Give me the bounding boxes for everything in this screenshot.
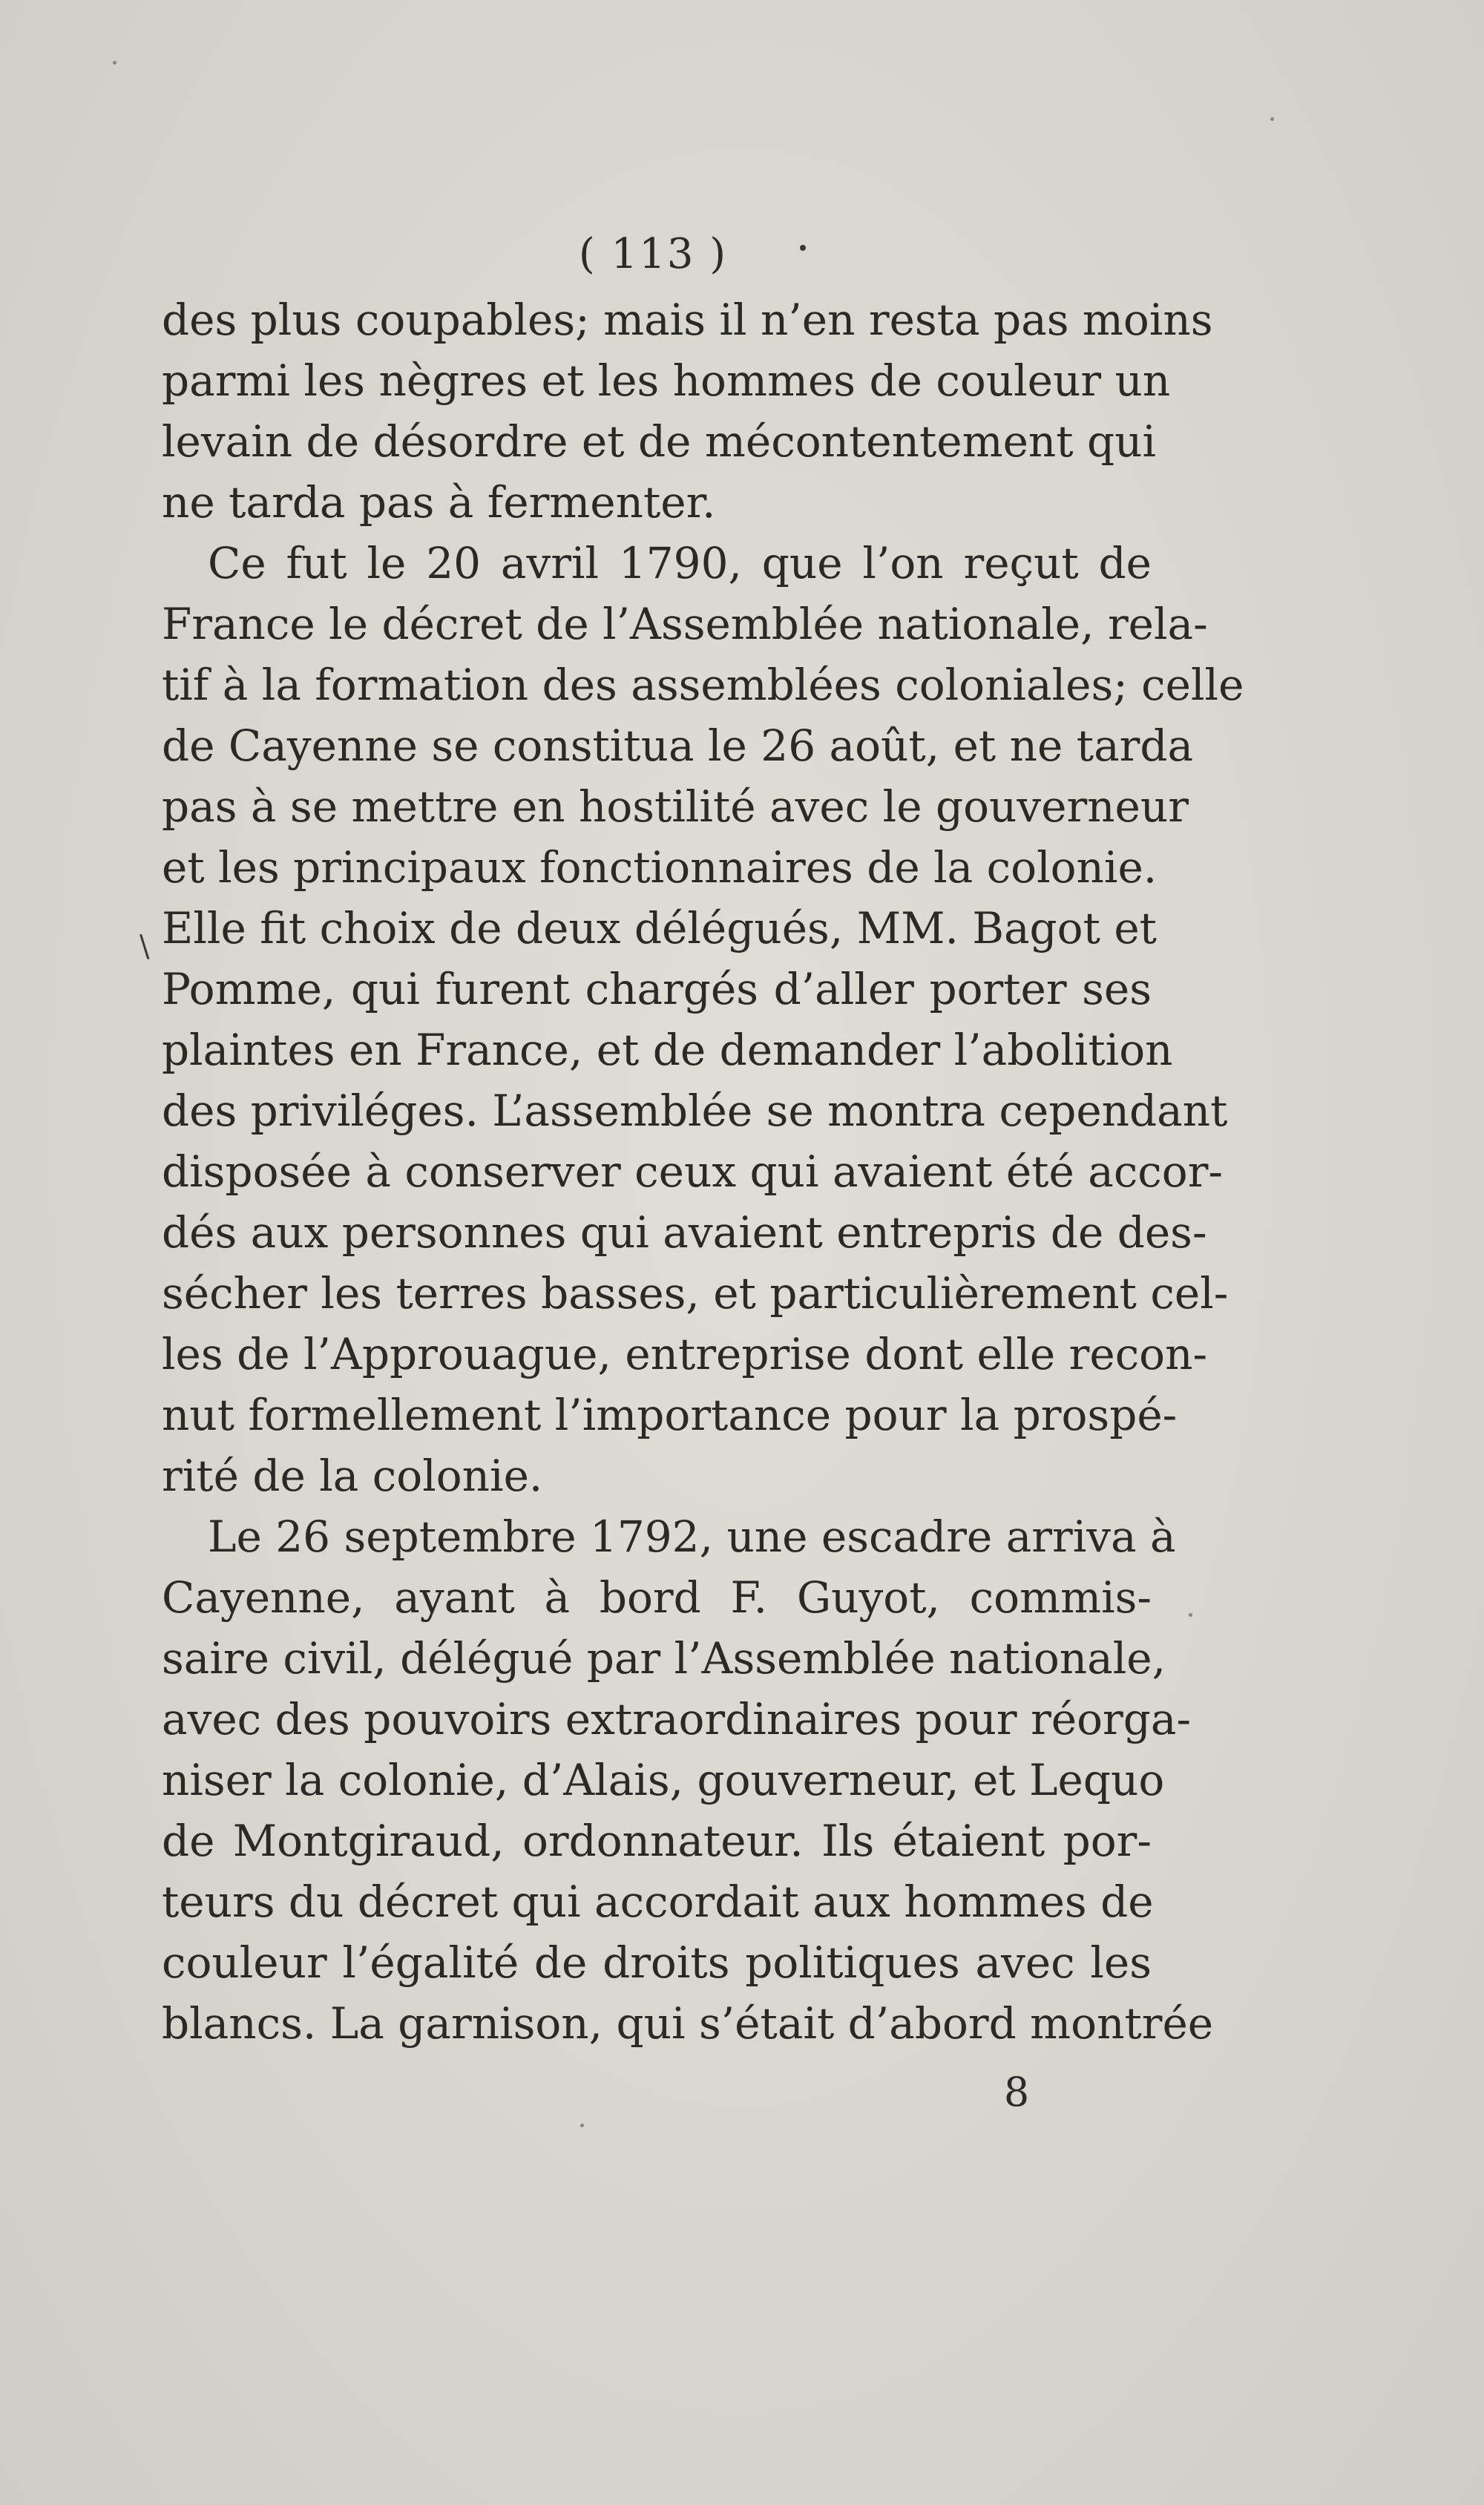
text-line: Pomme, qui furent chargés d’aller porter ses bbox=[162, 964, 1152, 1014]
text-line: Elle fit choix de deux délégués, MM. Bagot et bbox=[162, 903, 1157, 953]
paper-speck bbox=[1189, 1613, 1192, 1617]
text-line: et les principaux fonctionnaires de la colonie. bbox=[162, 842, 1158, 893]
text-line: des priviléges. L’assemblée se montra cependant bbox=[162, 1086, 1228, 1136]
text-line: Le 26 septembre 1792, une escadre arriva à bbox=[208, 1511, 1176, 1562]
text-line: de Montgiraud, ordonnateur. Ils étaient por- bbox=[162, 1816, 1152, 1866]
text-line: avec des pouvoirs extraordinaires pour réorga- bbox=[162, 1694, 1192, 1744]
text-line: ne tarda pas à fermenter. bbox=[162, 477, 716, 528]
text-line: levain de désordre et de mécontentement qui bbox=[162, 416, 1157, 467]
signature-mark: 8 bbox=[1003, 2069, 1030, 2115]
text-line: les de l’Approuague, entreprise dont elle recon- bbox=[162, 1329, 1208, 1379]
page-number-header: ( 113 ) bbox=[578, 230, 728, 278]
text-line: blancs. La garnison, qui s’était d’abord montrée bbox=[162, 1998, 1214, 2049]
paper-speck bbox=[1270, 117, 1274, 121]
text-line: teurs du décret qui accordait aux hommes de bbox=[162, 1877, 1154, 1927]
text-line: saire civil, délégué par l’Assemblée nationale, bbox=[162, 1633, 1166, 1684]
paper-speck bbox=[113, 61, 116, 65]
text-line: dés aux personnes qui avaient entrepris de des- bbox=[162, 1207, 1207, 1258]
margin-mark: \ bbox=[139, 930, 150, 964]
text-line: Ce fut le 20 avril 1790, que l’on reçut de bbox=[208, 538, 1152, 588]
text-line: couleur l’égalité de droits politiques avec les bbox=[162, 1937, 1152, 1988]
paper-speck bbox=[580, 2124, 584, 2127]
text-line: nut formellement l’importance pour la prospé- bbox=[162, 1390, 1178, 1440]
text-line: pas à se mettre en hostilité avec le gouverneur bbox=[162, 781, 1189, 832]
text-line: disposée à conserver ceux qui avaient été accor- bbox=[162, 1146, 1224, 1197]
text-line: rité de la colonie. bbox=[162, 1451, 543, 1501]
text-line: tif à la formation des assemblées coloniales; celle bbox=[162, 660, 1244, 710]
text-line: des plus coupables; mais il n’en resta pas moins bbox=[162, 295, 1213, 345]
text-line: de Cayenne se constitua le 26 août, et ne tarda bbox=[162, 720, 1194, 771]
text-line: sécher les terres basses, et particulièrement cel- bbox=[162, 1268, 1229, 1319]
text-line: France le décret de l’Assemblée nationale, rela- bbox=[162, 599, 1208, 649]
ink-dot bbox=[800, 245, 806, 251]
text-line: plaintes en France, et de demander l’abolition bbox=[162, 1025, 1173, 1075]
text-line: parmi les nègres et les hommes de couleur un bbox=[162, 355, 1171, 406]
text-line: niser la colonie, d’Alais, gouverneur, et Lequo bbox=[162, 1755, 1165, 1805]
body-text bbox=[162, 289, 1244, 2054]
text-line: Cayenne, ayant à bord F. Guyot, commis- bbox=[162, 1572, 1152, 1623]
